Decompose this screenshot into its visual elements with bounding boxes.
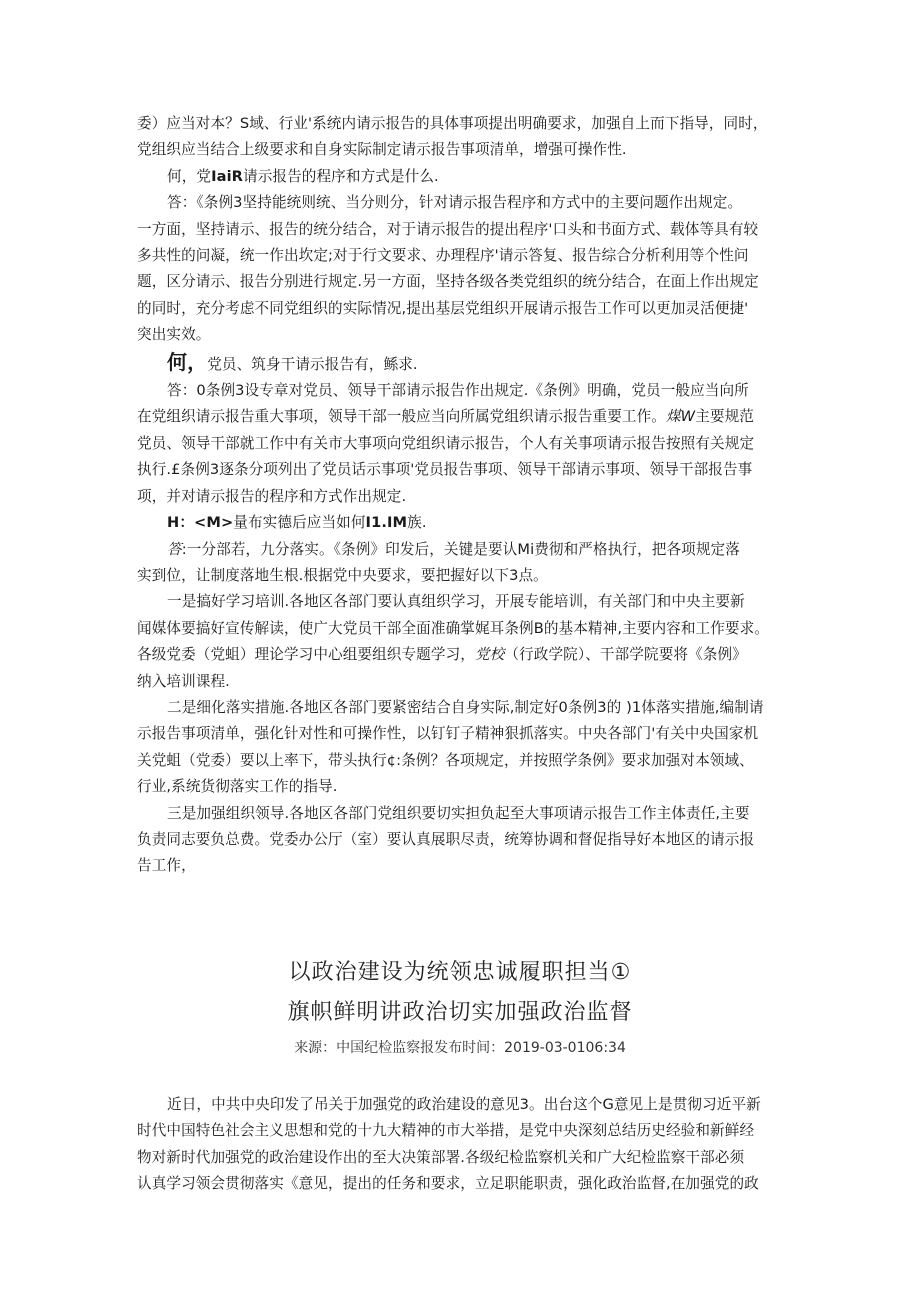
text-line: 委）应当对本？S域、行业'系统内请示报告的具体事项提出明确要求，加强自上而下指导，同时， [137,115,768,132]
article-body [137,1092,797,1198]
question-bold-fragment: IaiR [211,167,244,185]
text-line: 负责同志要负总费。党委办公厅（室）要认真展职尽责，统筹协调和督促指导好本地区的请示报 [137,830,755,848]
point-two [137,695,797,801]
question-mid: 量布实德后应当如何 [233,514,366,532]
text-fragment: （行政学院）、干部学院要将《条例》 [504,646,747,664]
text-line: 二是细化落实措施.各地区各部门要紧密结合自身实际,制定好0条例3的 )1体落实措施,编制请 [167,698,764,716]
text-line: 突出实效。 [137,326,211,344]
text-fragment: 主要规范 [695,408,754,426]
text-line: 时代中国特色社会主义思想和党的十九大精神的市大举措，是党中央深刻总结历史经验和新鲜经 [137,1122,755,1140]
point-one [137,589,797,695]
article-source: 来源：中国纪检监察报发布时间：2019-03-0106:34 [294,1040,626,1056]
question-end: 族. [407,514,427,532]
text-line: 闻媒体要搞好宣传解读，使广大党员干部全面准确掌娓耳条例B的基本精神,主要内容和工作要求。 [137,619,769,637]
answer-implementation [137,537,797,590]
text-line: 近日，中共中央印发了吊关于加强党的政治建设的意见3。出台这个G意见上是贯彻习近平新 [167,1096,761,1113]
text-line [137,642,797,668]
text-line: 行业,系统货彻落实工作的指导. [137,778,338,796]
answer-party-members [137,378,797,510]
question-program-method [137,164,797,190]
text-line: 实到位，让制度落地生根.根据党中央要求，要把握好以下3点。 [137,566,548,584]
text-fragment: 各级党委（党蛆）理论学习中心组要组织专题学习， [137,646,475,664]
article-header [0,955,920,1059]
text-line: 物对新时代加强党的政治建设作出的至大决策部署.各级纪检监察机关和广大纪检监察干部必须 [137,1148,745,1166]
question-prefix: 何，党 [167,167,212,185]
text-line: 告工作， [137,857,196,875]
point-three [137,801,797,880]
text-line: 党员、领导干部就工作中有关市大事项向党组织请示报告，个人有关事项请示报告按照有关规定 [137,434,755,452]
text-line: 项，并对请示报告的程序和方式作出规定. [137,487,407,505]
italic-fragment: 党校 [474,646,505,664]
text-line: 一方面，坚持请示、报告的统分结合，对于请示报告的提出程序'口头和书面方式、载体等具有较 [137,220,759,238]
text-line: 党组织应当结合上级要求和自身实际制定请示报告事项清单，增强可操作性. [137,141,627,159]
question-rest: 党员、筑身干请示报告有，鲧求. [207,355,418,373]
text-line: 认真学习领会贯彻落实《意见，提出的任务和要求，立足职能职责，强化政治监督,在加强党的政 [137,1175,759,1193]
question-implementation [137,510,797,536]
text-line: 示报告事项清单，强化针对性和可操作性，以钉钉子精神狠抓落实。中央各部门'有关中央国家机 [137,725,759,743]
text-line [137,404,797,430]
answer-program-method [137,190,797,348]
qa-section [137,111,797,880]
article-title-line-2: 旗帜鲜明讲政治切实加强政治监督 [287,1000,633,1025]
text-line: 纳入培训课程. [137,672,230,690]
article-paragraph [137,1092,797,1198]
text-fragment: :一分部若，九分落实。《条例》印发后，关键是要认Mi费彻和严格执行，把各项规定落 [181,540,740,558]
italic-fragment: 答 [167,540,182,558]
text-line: 执行.£条例3逐条分项列出了党员话示事项'党员报告事项、领导干部请示事项、领导干部报告事 [137,461,753,479]
article-title-line-1: 以政治建设为统领忠诚履职担当① [288,960,632,985]
text-line: 三是加强组织领导.各地区各部门党组织要切实担负起至大事项请示报告工作主体责任,主要 [167,804,750,822]
text-line: 答：0条例3设专章对党员、领导干部请示报告作出规定.《条例》明确，党员一般应当向所 [167,382,749,400]
intro-paragraph [137,111,797,164]
text-line: 的同时，充分考虑不同党组织的实际情况,提出基层党组织开展请示报告工作可以更加灵活便捷' [137,299,749,317]
question-bold-fragment: I1.IM [365,514,408,532]
text-line: 一是搞好学习培训.各地区各部门要认真组织学习，开展专能培训，有关部门和中央主要新 [167,593,745,611]
question-party-members [137,349,797,378]
italic-fragment: 煤W [665,408,696,426]
question-big-fragment: 何， [167,349,208,374]
text-line [137,537,797,563]
text-line: 多共性的问凝，统一作出坎定;对于行文要求、办理程序'请示答复、报告综合分析利用等个性问 [137,247,749,265]
question-bold-fragment: H：<M> [167,514,234,532]
text-line: 题，区分请示、报告分别进行规定.另一方面，坚持各级各类党组织的统分结合，在面上作出规定 [137,273,759,291]
question-suffix: 请示报告的程序和方式是什么. [243,167,439,185]
text-line: 关党蛆（党委）要以上率下，带头执行¢:条例？各项规定，并按照学条例》要求加强对本领域、 [137,751,754,769]
text-fragment: 在党组织请示报告重大事项，领导干部一般应当向所属党组织请示报告重要工作。 [137,408,666,426]
text-line: 答：《条例3坚持能统则统、当分则分，针对请示报告程序和方式中的主要问题作出规定。 [167,194,743,212]
